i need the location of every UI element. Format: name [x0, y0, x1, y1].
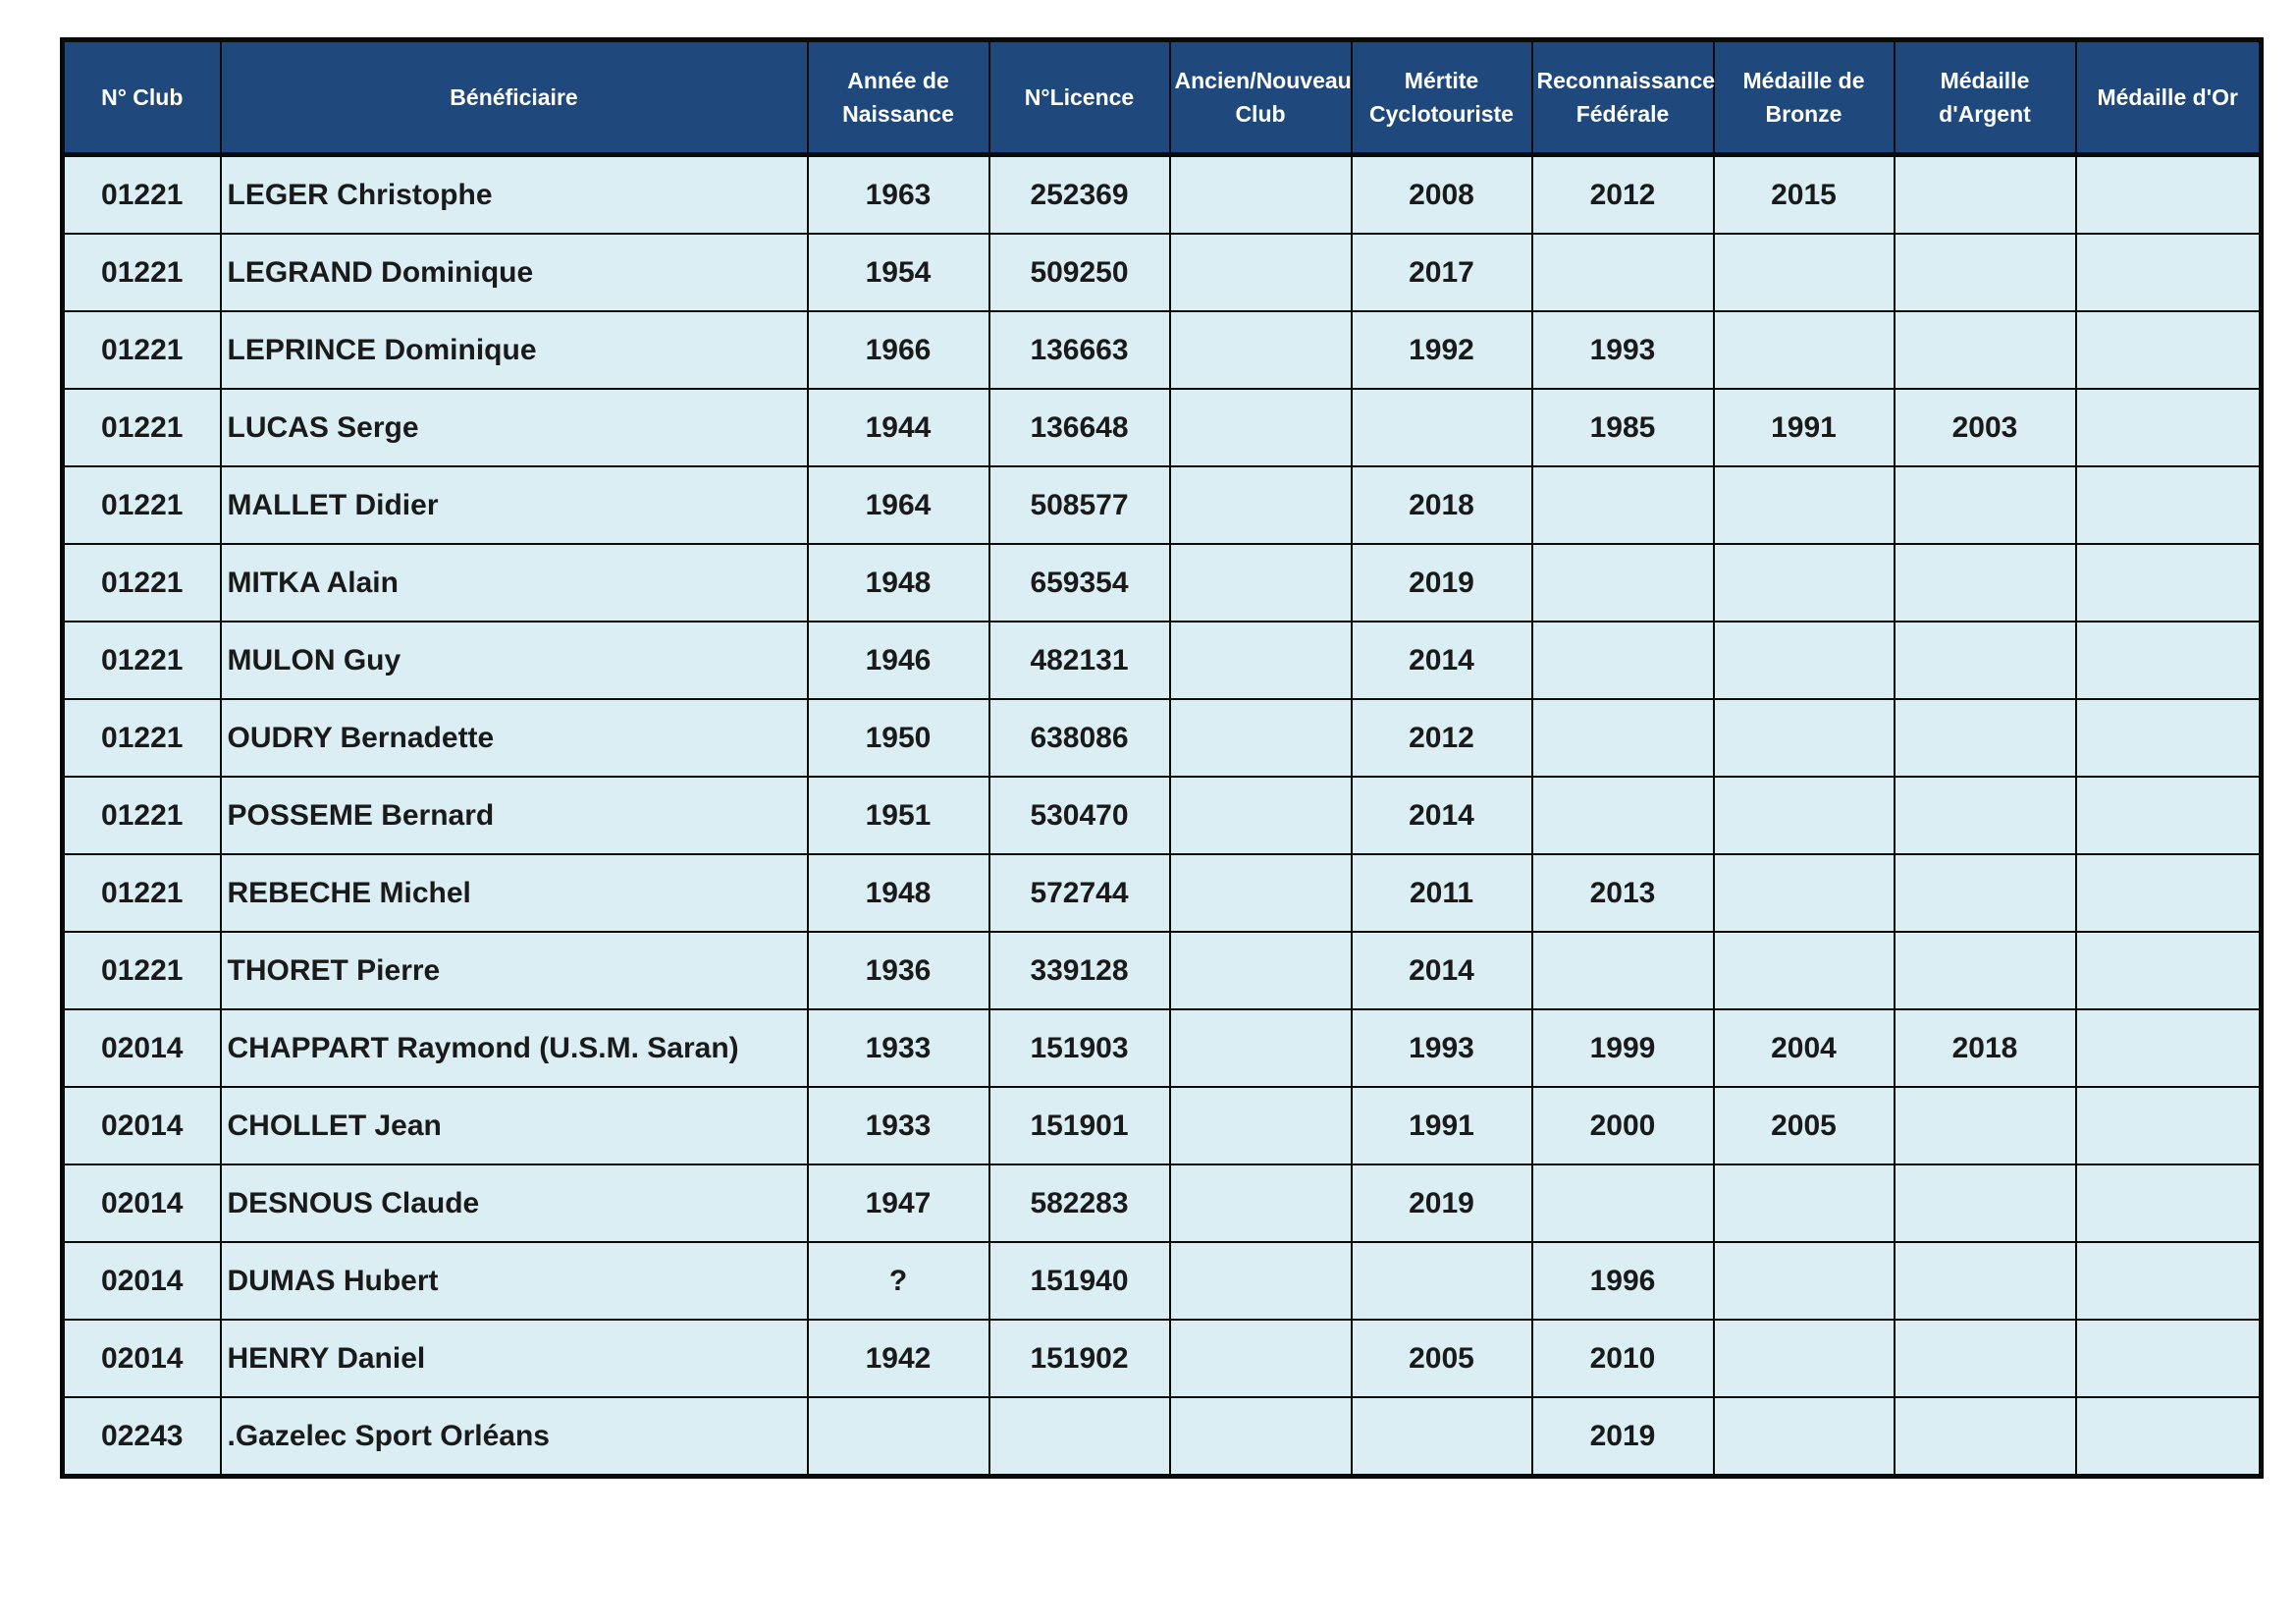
silver-medal-cell: [1895, 544, 2076, 622]
licence-number-cell: 482131: [989, 622, 1170, 699]
birth-year-cell: 1948: [808, 854, 989, 932]
birth-year-cell: ?: [808, 1242, 989, 1320]
club-number-cell: 02014: [63, 1009, 221, 1087]
table-row: [63, 466, 2262, 544]
gold-medal-cell: [2076, 389, 2262, 466]
bronze-medal-cell: [1714, 466, 1895, 544]
cyclotourist-merit-cell: 2018: [1352, 466, 1532, 544]
gold-medal-cell: [2076, 1164, 2262, 1242]
beneficiary-cell: LEGER Christophe: [221, 155, 808, 235]
birth-year-cell: 1966: [808, 311, 989, 389]
federal-recognition-cell: 1999: [1532, 1009, 1714, 1087]
beneficiary-cell: POSSEME Bernard: [221, 777, 808, 854]
bronze-medal-cell: [1714, 1164, 1895, 1242]
licence-number-cell: 530470: [989, 777, 1170, 854]
club-number-cell: 02014: [63, 1320, 221, 1397]
club-number-cell: 01221: [63, 466, 221, 544]
birth-year-cell: 1946: [808, 622, 989, 699]
beneficiary-cell: DUMAS Hubert: [221, 1242, 808, 1320]
licence-number-cell: 509250: [989, 234, 1170, 311]
old-new-club-cell: [1170, 622, 1352, 699]
bronze-medal-cell: 2005: [1714, 1087, 1895, 1164]
federal-recognition-cell: 1996: [1532, 1242, 1714, 1320]
table-row: [63, 932, 2262, 1009]
old-new-club-cell: [1170, 389, 1352, 466]
old-new-club-cell: [1170, 854, 1352, 932]
table-row: [63, 1087, 2262, 1164]
bronze-medal-cell: [1714, 1320, 1895, 1397]
silver-medal-cell: [1895, 1320, 2076, 1397]
club-number-cell: 01221: [63, 699, 221, 777]
old-new-club-cell: [1170, 932, 1352, 1009]
header-bronze-medal: Médaille de Bronze: [1714, 40, 1895, 155]
old-new-club-cell: [1170, 1009, 1352, 1087]
licence-number-cell: [989, 1397, 1170, 1477]
cyclotourist-merit-cell: 2008: [1352, 155, 1532, 235]
club-number-cell: 01221: [63, 389, 221, 466]
gold-medal-cell: [2076, 234, 2262, 311]
gold-medal-cell: [2076, 1087, 2262, 1164]
old-new-club-cell: [1170, 1242, 1352, 1320]
cyclotourist-merit-cell: 1993: [1352, 1009, 1532, 1087]
federal-recognition-cell: 1985: [1532, 389, 1714, 466]
old-new-club-cell: [1170, 1397, 1352, 1477]
federal-recognition-cell: [1532, 466, 1714, 544]
federal-recognition-cell: 2000: [1532, 1087, 1714, 1164]
federal-recognition-cell: 1993: [1532, 311, 1714, 389]
bronze-medal-cell: 2004: [1714, 1009, 1895, 1087]
silver-medal-cell: [1895, 1242, 2076, 1320]
silver-medal-cell: [1895, 622, 2076, 699]
table-row: [63, 389, 2262, 466]
birth-year-cell: 1944: [808, 389, 989, 466]
table-row: [63, 1164, 2262, 1242]
cyclotourist-merit-cell: 1991: [1352, 1087, 1532, 1164]
bronze-medal-cell: [1714, 1397, 1895, 1477]
silver-medal-cell: [1895, 1087, 2076, 1164]
club-number-cell: 01221: [63, 155, 221, 235]
beneficiary-cell: LEGRAND Dominique: [221, 234, 808, 311]
licence-number-cell: 508577: [989, 466, 1170, 544]
licence-number-cell: 339128: [989, 932, 1170, 1009]
cyclotourist-merit-cell: 2012: [1352, 699, 1532, 777]
table-row: [63, 234, 2262, 311]
beneficiary-cell: LEPRINCE Dominique: [221, 311, 808, 389]
club-number-cell: 01221: [63, 777, 221, 854]
birth-year-cell: 1954: [808, 234, 989, 311]
cyclotourist-merit-cell: 2014: [1352, 932, 1532, 1009]
cyclotourist-merit-cell: [1352, 1242, 1532, 1320]
silver-medal-cell: 2003: [1895, 389, 2076, 466]
cyclotourist-merit-cell: [1352, 1397, 1532, 1477]
federal-recognition-cell: [1532, 932, 1714, 1009]
licence-number-cell: 572744: [989, 854, 1170, 932]
bronze-medal-cell: [1714, 854, 1895, 932]
cyclotourist-merit-cell: 2019: [1352, 1164, 1532, 1242]
gold-medal-cell: [2076, 155, 2262, 235]
silver-medal-cell: [1895, 932, 2076, 1009]
bronze-medal-cell: 1991: [1714, 389, 1895, 466]
silver-medal-cell: [1895, 234, 2076, 311]
table-row: [63, 777, 2262, 854]
cyclotourist-merit-cell: [1352, 389, 1532, 466]
bronze-medal-cell: [1714, 544, 1895, 622]
silver-medal-cell: 2018: [1895, 1009, 2076, 1087]
beneficiary-cell: CHAPPART Raymond (U.S.M. Saran): [221, 1009, 808, 1087]
club-number-cell: 01221: [63, 544, 221, 622]
beneficiary-cell: CHOLLET Jean: [221, 1087, 808, 1164]
bronze-medal-cell: [1714, 777, 1895, 854]
gold-medal-cell: [2076, 699, 2262, 777]
licence-number-cell: 136663: [989, 311, 1170, 389]
club-number-cell: 02243: [63, 1397, 221, 1477]
silver-medal-cell: [1895, 777, 2076, 854]
beneficiary-cell: THORET Pierre: [221, 932, 808, 1009]
old-new-club-cell: [1170, 1087, 1352, 1164]
old-new-club-cell: [1170, 311, 1352, 389]
federal-recognition-cell: [1532, 699, 1714, 777]
old-new-club-cell: [1170, 699, 1352, 777]
cyclotourist-merit-cell: 1992: [1352, 311, 1532, 389]
licence-number-cell: 151902: [989, 1320, 1170, 1397]
header-beneficiary: Bénéficiaire: [221, 40, 808, 155]
gold-medal-cell: [2076, 1242, 2262, 1320]
table-row: [63, 1242, 2262, 1320]
birth-year-cell: 1951: [808, 777, 989, 854]
header-club-number: N° Club: [63, 40, 221, 155]
cyclotourist-merit-cell: 2011: [1352, 854, 1532, 932]
silver-medal-cell: [1895, 854, 2076, 932]
birth-year-cell: 1950: [808, 699, 989, 777]
cyclotourist-merit-cell: 2014: [1352, 777, 1532, 854]
cyclotourist-merit-cell: 2014: [1352, 622, 1532, 699]
header-cyclotourist-merit: Mértite Cyclotouriste: [1352, 40, 1532, 155]
licence-number-cell: 582283: [989, 1164, 1170, 1242]
gold-medal-cell: [2076, 544, 2262, 622]
table-row: [63, 1320, 2262, 1397]
licence-number-cell: 252369: [989, 155, 1170, 235]
birth-year-cell: [808, 1397, 989, 1477]
table-row: [63, 311, 2262, 389]
gold-medal-cell: [2076, 1320, 2262, 1397]
table-row: [63, 544, 2262, 622]
old-new-club-cell: [1170, 777, 1352, 854]
header-silver-medal: Médaille d'Argent: [1895, 40, 2076, 155]
gold-medal-cell: [2076, 1009, 2262, 1087]
club-number-cell: 02014: [63, 1164, 221, 1242]
old-new-club-cell: [1170, 155, 1352, 235]
club-number-cell: 01221: [63, 311, 221, 389]
bronze-medal-cell: 2015: [1714, 155, 1895, 235]
club-number-cell: 01221: [63, 932, 221, 1009]
silver-medal-cell: [1895, 155, 2076, 235]
header-birth-year: Année de Naissance: [808, 40, 989, 155]
old-new-club-cell: [1170, 234, 1352, 311]
birth-year-cell: 1964: [808, 466, 989, 544]
silver-medal-cell: [1895, 1397, 2076, 1477]
header-licence-number: N°Licence: [989, 40, 1170, 155]
awards-sheet: [60, 37, 2259, 1479]
beneficiary-cell: OUDRY Bernadette: [221, 699, 808, 777]
cyclotourist-merit-cell: 2017: [1352, 234, 1532, 311]
silver-medal-cell: [1895, 699, 2076, 777]
birth-year-cell: 1963: [808, 155, 989, 235]
federal-recognition-cell: [1532, 1164, 1714, 1242]
beneficiary-cell: MULON Guy: [221, 622, 808, 699]
header-gold-medal: Médaille d'Or: [2076, 40, 2262, 155]
federal-recognition-cell: 2012: [1532, 155, 1714, 235]
awards-table: [60, 37, 2264, 1479]
old-new-club-cell: [1170, 1164, 1352, 1242]
table-row: [63, 1009, 2262, 1087]
gold-medal-cell: [2076, 777, 2262, 854]
gold-medal-cell: [2076, 854, 2262, 932]
birth-year-cell: 1933: [808, 1087, 989, 1164]
club-number-cell: 01221: [63, 234, 221, 311]
bronze-medal-cell: [1714, 1242, 1895, 1320]
table-header: [63, 40, 2262, 155]
silver-medal-cell: [1895, 466, 2076, 544]
cyclotourist-merit-cell: 2019: [1352, 544, 1532, 622]
bronze-medal-cell: [1714, 699, 1895, 777]
bronze-medal-cell: [1714, 311, 1895, 389]
federal-recognition-cell: [1532, 622, 1714, 699]
cyclotourist-merit-cell: 2005: [1352, 1320, 1532, 1397]
gold-medal-cell: [2076, 466, 2262, 544]
silver-medal-cell: [1895, 311, 2076, 389]
birth-year-cell: 1933: [808, 1009, 989, 1087]
bronze-medal-cell: [1714, 932, 1895, 1009]
table-row: [63, 1397, 2262, 1477]
gold-medal-cell: [2076, 311, 2262, 389]
bronze-medal-cell: [1714, 234, 1895, 311]
club-number-cell: 02014: [63, 1087, 221, 1164]
header-old-new-club: Ancien/Nouveau Club: [1170, 40, 1352, 155]
table-row: [63, 622, 2262, 699]
beneficiary-cell: LUCAS Serge: [221, 389, 808, 466]
gold-medal-cell: [2076, 932, 2262, 1009]
header-row: [63, 40, 2262, 155]
birth-year-cell: 1936: [808, 932, 989, 1009]
beneficiary-cell: DESNOUS Claude: [221, 1164, 808, 1242]
old-new-club-cell: [1170, 466, 1352, 544]
federal-recognition-cell: [1532, 544, 1714, 622]
birth-year-cell: 1948: [808, 544, 989, 622]
birth-year-cell: 1942: [808, 1320, 989, 1397]
table-row: [63, 854, 2262, 932]
licence-number-cell: 659354: [989, 544, 1170, 622]
beneficiary-cell: MITKA Alain: [221, 544, 808, 622]
licence-number-cell: 136648: [989, 389, 1170, 466]
beneficiary-cell: HENRY Daniel: [221, 1320, 808, 1397]
licence-number-cell: 151903: [989, 1009, 1170, 1087]
club-number-cell: 02014: [63, 1242, 221, 1320]
birth-year-cell: 1947: [808, 1164, 989, 1242]
federal-recognition-cell: [1532, 234, 1714, 311]
bronze-medal-cell: [1714, 622, 1895, 699]
beneficiary-cell: REBECHE Michel: [221, 854, 808, 932]
silver-medal-cell: [1895, 1164, 2076, 1242]
old-new-club-cell: [1170, 544, 1352, 622]
federal-recognition-cell: [1532, 777, 1714, 854]
federal-recognition-cell: 2010: [1532, 1320, 1714, 1397]
beneficiary-cell: MALLET Didier: [221, 466, 808, 544]
gold-medal-cell: [2076, 622, 2262, 699]
club-number-cell: 01221: [63, 622, 221, 699]
club-number-cell: 01221: [63, 854, 221, 932]
federal-recognition-cell: 2019: [1532, 1397, 1714, 1477]
header-federal-recognition: Reconnaissance Fédérale: [1532, 40, 1714, 155]
table-row: [63, 155, 2262, 235]
table-row: [63, 699, 2262, 777]
old-new-club-cell: [1170, 1320, 1352, 1397]
federal-recognition-cell: 2013: [1532, 854, 1714, 932]
beneficiary-cell: .Gazelec Sport Orléans: [221, 1397, 808, 1477]
licence-number-cell: 151901: [989, 1087, 1170, 1164]
licence-number-cell: 638086: [989, 699, 1170, 777]
gold-medal-cell: [2076, 1397, 2262, 1477]
table-body: [63, 155, 2262, 1477]
licence-number-cell: 151940: [989, 1242, 1170, 1320]
